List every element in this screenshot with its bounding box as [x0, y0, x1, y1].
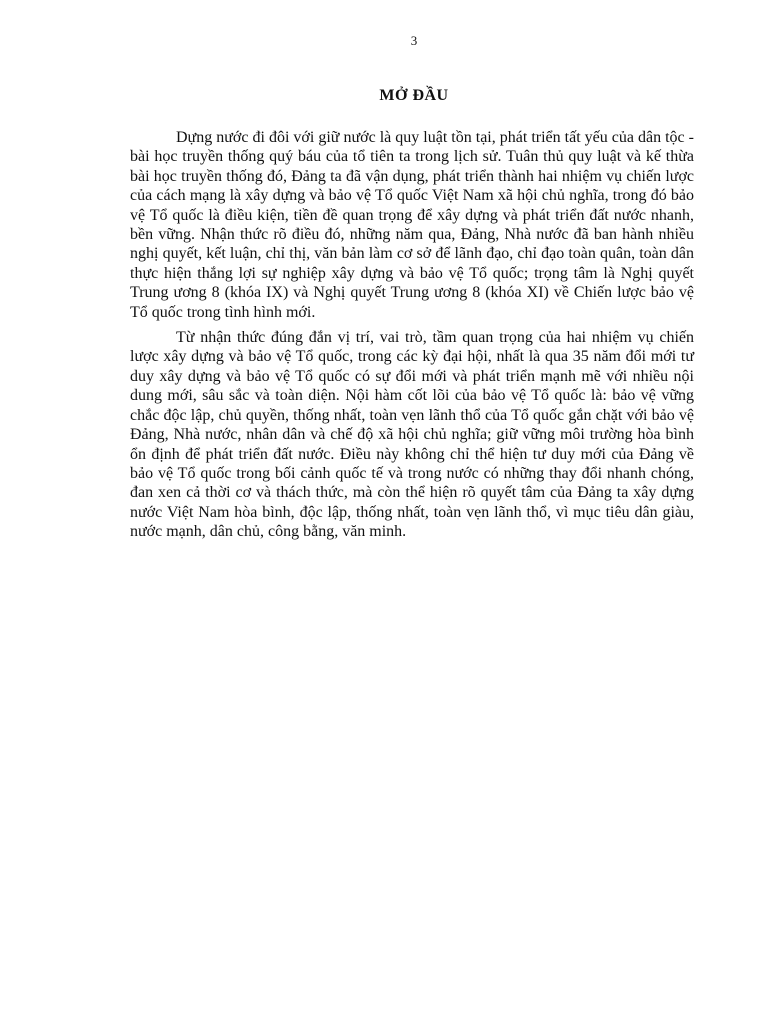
body-text	[130, 128, 694, 548]
page-number: 3	[410, 33, 418, 48]
paragraph-2: Từ nhận thức đúng đắn vị trí, vai trò, tầm quan trọng của hai nhiệm vụ chiến lược xây dựng và bảo vệ Tổ quốc, trong các kỳ đại hội, nhất là qua 35 năm đổi mới tư duy xây dựng và bảo vệ Tổ quốc có sự đổi mới và phát triển mạnh mẽ với nhiều nội dung mới, sâu sắc và toàn diện. Nội hàm cốt lõi của bảo vệ Tổ quốc là: bảo vệ vững chắc độc lập, chủ quyền, thống nhất, toàn vẹn lãnh thổ của Tổ quốc gắn chặt với bảo vệ Đảng, Nhà nước, nhân dân và chế độ xã hội chủ nghĩa; giữ vững môi trường hòa bình ổn định để phát triển đất nước. Điều này không chỉ thể hiện tư duy mới của Đảng về bảo vệ Tổ quốc trong bối cảnh quốc tế và trong nước có những thay đổi nhanh chóng, đan xen cả thời cơ và thách thức, mà còn thể hiện rõ quyết tâm của Đảng ta xây dựng nước Việt Nam hòa bình, độc lập, thống nhất, toàn vẹn lãnh thổ, vì mục tiêu dân giàu, nước mạnh, dân chủ, công bằng, văn minh.	[130, 329, 694, 541]
section-heading: MỞ ĐẦU	[379, 87, 449, 104]
paragraph-1: Dựng nước đi đôi với giữ nước là quy luật tồn tại, phát triển tất yếu của dân tộc - bài học truyền thống quý báu của tổ tiên ta trong lịch sử. Tuân thủ quy luật và kế thừa bài học truyền thống đó, Đảng ta đã vận dụng, phát triển thành hai nhiệm vụ chiến lược của cách mạng là xây dựng và bảo vệ Tổ quốc Việt Nam xã hội chủ nghĩa, trong đó bảo vệ Tổ quốc là điều kiện, tiền đề quan trọng để xây dựng và phát triển đất nước nhanh, bền vững. Nhận thức rõ điều đó, những năm qua, Đảng, Nhà nước đã ban hành nhiều nghị quyết, kết luận, chỉ thị, văn bản làm cơ sở để lãnh đạo, chỉ đạo toàn quân, toàn dân thực hiện thắng lợi sự nghiệp xây dựng và bảo vệ Tổ quốc; trọng tâm là Nghị quyết Trung ương 8 (khóa IX) và Nghị quyết Trung ương 8 (khóa XI) về Chiến lược bảo vệ Tổ quốc trong tình hình mới.	[130, 129, 694, 321]
